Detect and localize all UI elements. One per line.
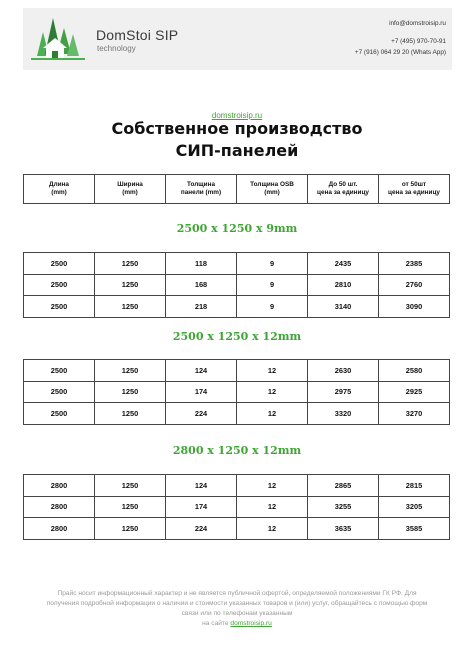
table-cell: 2630 (308, 360, 379, 382)
table-row (24, 475, 450, 497)
table-row (24, 403, 450, 425)
footer-site-link[interactable]: domstroisip.ru (230, 620, 272, 627)
table-cell: 174 (166, 496, 237, 518)
table-cell: 2580 (379, 360, 450, 382)
table-cell: 124 (166, 360, 237, 382)
table-cell: 3255 (308, 496, 379, 518)
site-link[interactable]: domstroisip.ru (211, 111, 263, 120)
table-cell: 12 (237, 518, 308, 540)
table-cell: 1250 (95, 496, 166, 518)
table-cell: 2500 (24, 360, 95, 382)
table-cell: 9 (237, 296, 308, 318)
footer-line: связи или по телефонам указанным (181, 610, 293, 617)
table-cell: 2925 (379, 381, 450, 403)
table-cell: 224 (166, 403, 237, 425)
table-cell: 2500 (24, 253, 95, 275)
table-cell: 2815 (379, 475, 450, 497)
table-cell: 3205 (379, 496, 450, 518)
page-title-line-1: Собственное производство (111, 119, 363, 138)
table-cell: 168 (166, 274, 237, 296)
brand-name: DomStoi SIP (96, 27, 179, 43)
table-cell: 9 (237, 253, 308, 275)
table-cell: 12 (237, 381, 308, 403)
column-header-price-over-50: от 50шт цена за единицу (379, 175, 450, 204)
table-cell: 3270 (379, 403, 450, 425)
price-table (23, 252, 450, 318)
table-cell: 2800 (24, 475, 95, 497)
footer-line: на сайте domstroisip.ru (202, 620, 272, 627)
page-header (23, 8, 452, 70)
footer-line: получения подробной информации о наличии и стоимости указанных товаров и (или) услуг, обращайтесь с помощью форм (46, 600, 428, 607)
table-cell: 1250 (95, 296, 166, 318)
column-header-width: Ширина (mm) (95, 175, 166, 204)
table-cell: 3090 (379, 296, 450, 318)
table-cell: 2800 (24, 518, 95, 540)
column-header-price-under-50: До 50 шт. цена за единицу (308, 175, 379, 204)
table-cell: 3320 (308, 403, 379, 425)
table-cell: 3140 (308, 296, 379, 318)
footer-disclaimer (30, 589, 444, 629)
contact-email[interactable]: info@domstroisip.ru (389, 20, 446, 27)
table-cell: 1250 (95, 253, 166, 275)
table-cell: 2385 (379, 253, 450, 275)
brand-tagline: technology (97, 44, 136, 53)
table-cell: 2435 (308, 253, 379, 275)
table-row (24, 381, 450, 403)
table-cell: 124 (166, 475, 237, 497)
table-cell: 3585 (379, 518, 450, 540)
logo-tree-house-icon (29, 14, 87, 64)
footer-line: Прайс носит информационный характер и не является публичной офертой, определяемой положениями ГК РФ. Для (57, 590, 417, 597)
table-cell: 2800 (24, 496, 95, 518)
table-row (24, 518, 450, 540)
table-cell: 218 (166, 296, 237, 318)
column-header-panel-thickness: Толщина панели (mm) (166, 175, 237, 204)
contact-phone-1[interactable]: +7 (495) 970-70-91 (391, 38, 446, 45)
table-cell: 1250 (95, 518, 166, 540)
table-cell: 12 (237, 360, 308, 382)
column-header-table (23, 174, 450, 204)
table-cell: 2500 (24, 274, 95, 296)
table-cell: 3635 (308, 518, 379, 540)
page-title (0, 118, 474, 162)
table-cell: 12 (237, 403, 308, 425)
column-header-osb-thickness: Толщина OSB (mm) (237, 175, 308, 204)
contact-phone-2[interactable]: +7 (916) 064 29 20 (Whats App) (354, 49, 446, 56)
section-title: 2500 x 1250 x 9mm (176, 222, 298, 235)
table-cell: 2810 (308, 274, 379, 296)
price-table (23, 474, 450, 540)
table-row (24, 296, 450, 318)
table-cell: 12 (237, 475, 308, 497)
table-row (24, 253, 450, 275)
section-title: 2800 x 1250 x 12mm (172, 444, 302, 457)
table-cell: 224 (166, 518, 237, 540)
table-cell: 12 (237, 496, 308, 518)
table-cell: 2500 (24, 296, 95, 318)
table-cell: 1250 (95, 360, 166, 382)
contact-block (355, 18, 446, 58)
table-cell: 2760 (379, 274, 450, 296)
section-title: 2500 x 1250 x 12mm (172, 330, 302, 343)
table-cell: 1250 (95, 381, 166, 403)
table-cell: 174 (166, 381, 237, 403)
column-header-length: Длина (mm) (24, 175, 95, 204)
table-cell: 2865 (308, 475, 379, 497)
page-title-line-2: СИП-панелей (175, 141, 299, 160)
table-cell: 2500 (24, 403, 95, 425)
table-cell: 2500 (24, 381, 95, 403)
table-cell: 1250 (95, 403, 166, 425)
table-row (24, 496, 450, 518)
price-table (23, 359, 450, 425)
table-cell: 1250 (95, 475, 166, 497)
table-cell: 118 (166, 253, 237, 275)
table-row (24, 274, 450, 296)
table-cell: 9 (237, 274, 308, 296)
table-row (24, 360, 450, 382)
table-cell: 2975 (308, 381, 379, 403)
table-cell: 1250 (95, 274, 166, 296)
